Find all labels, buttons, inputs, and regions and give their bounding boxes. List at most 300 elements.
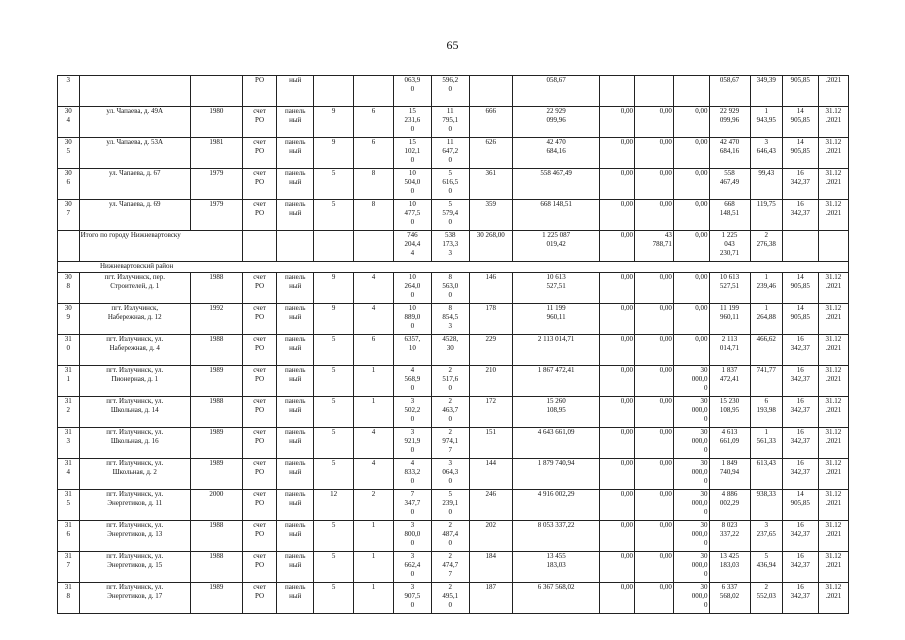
table-cell: 0,00 <box>634 138 673 169</box>
table-cell: 31 6 <box>58 521 80 552</box>
table-cell: 8 854,5 3 <box>431 304 469 335</box>
table-cell: 1989 <box>190 583 242 614</box>
table-cell: 12 <box>314 490 354 521</box>
table-cell: 2000 <box>190 490 242 521</box>
table-cell: 5 <box>314 366 354 397</box>
table-cell: 2 487,4 0 <box>431 521 469 552</box>
table-cell: 0,00 <box>600 459 635 490</box>
table-cell: 31.12 .2021 <box>818 366 848 397</box>
table-row <box>58 459 849 490</box>
table-cell: 5 <box>314 583 354 614</box>
table-cell: 0,00 <box>634 273 673 304</box>
table-cell: 16 342,37 <box>782 366 818 397</box>
table-cell: 1988 <box>190 521 242 552</box>
table-cell: 4 <box>354 459 394 490</box>
table-cell: 4 643 661,09 <box>512 428 600 459</box>
table-cell: 30 6 <box>58 169 80 200</box>
table-cell: 1 225 087 019,42 <box>512 231 600 262</box>
table-cell: 4 916 002,29 <box>512 490 600 521</box>
table-cell: счет РО <box>242 428 277 459</box>
table-cell: 1981 <box>190 138 242 169</box>
table-row <box>58 521 849 552</box>
table-cell: 31 5 <box>58 490 80 521</box>
table-cell: 1 264,88 <box>750 304 782 335</box>
table-cell: 2 974,1 7 <box>431 428 469 459</box>
table-cell: 3 064,3 0 <box>431 459 469 490</box>
table-cell: 178 <box>469 304 512 335</box>
table-cell: панель ный <box>277 521 314 552</box>
table-cell: 1989 <box>190 428 242 459</box>
table-row <box>58 76 849 107</box>
table-cell: 666 <box>469 107 512 138</box>
table-cell: 8 <box>354 169 394 200</box>
table-cell <box>58 231 80 262</box>
table-cell: 2 517,6 0 <box>431 366 469 397</box>
table-cell: 31 1 <box>58 366 80 397</box>
table-cell: 0,00 <box>634 428 673 459</box>
table-row <box>58 273 849 304</box>
table-cell: 14 905,85 <box>782 138 818 169</box>
table-cell: 30 268,00 <box>469 231 512 262</box>
table-cell: 359 <box>469 200 512 231</box>
table-cell: 5 <box>314 521 354 552</box>
table-cell: ул. Чапаева, д. 69 <box>79 200 190 231</box>
table-cell: 30 7 <box>58 200 80 231</box>
table-cell: 31.12 .2021 <box>818 200 848 231</box>
table-cell: 746 204,4 4 <box>394 231 432 262</box>
table-cell: панель ный <box>277 273 314 304</box>
table-cell: 1988 <box>190 273 242 304</box>
table-cell: 13 455 183,03 <box>512 552 600 583</box>
table-cell: счет РО <box>242 583 277 614</box>
table-cell: 2 463,7 0 <box>431 397 469 428</box>
table-cell: 30 000,0 0 <box>673 490 709 521</box>
table-cell: 42 470 684,16 <box>709 138 750 169</box>
table-cell <box>469 76 512 107</box>
table-cell: 6 193,98 <box>750 397 782 428</box>
table-cell: 3 800,0 0 <box>394 521 432 552</box>
table-cell: 1988 <box>190 335 242 366</box>
table-cell: ул. Чапаева, д. 67 <box>79 169 190 200</box>
table-cell: 31.12 .2021 <box>818 459 848 490</box>
table-cell: 2 552,03 <box>750 583 782 614</box>
table-cell: 172 <box>469 397 512 428</box>
table-cell: 0,00 <box>600 552 635 583</box>
table-cell: 5 <box>314 200 354 231</box>
table-cell: 0,00 <box>673 169 709 200</box>
table-cell: счет РО <box>242 107 277 138</box>
table-cell: 0,00 <box>634 397 673 428</box>
table-cell: 210 <box>469 366 512 397</box>
table-cell: 1 943,95 <box>750 107 782 138</box>
table-cell: 16 342,37 <box>782 397 818 428</box>
table-cell: 5 579,4 0 <box>431 200 469 231</box>
table-cell: 99,43 <box>750 169 782 200</box>
table-cell: 4 613 661,09 <box>709 428 750 459</box>
table-cell: панель ный <box>277 397 314 428</box>
table-cell: 5 <box>314 552 354 583</box>
table-cell: РО <box>242 76 277 107</box>
table-cell: 16 342,37 <box>782 583 818 614</box>
table-cell: 4 833,2 0 <box>394 459 432 490</box>
table-row <box>58 583 849 614</box>
table-cell: 668 148,51 <box>709 200 750 231</box>
table-cell: 0,00 <box>634 366 673 397</box>
table-cell: 0,00 <box>600 200 635 231</box>
table-cell: 30 000,0 0 <box>673 459 709 490</box>
table-cell: 30 000,0 0 <box>673 397 709 428</box>
table-cell: 30 000,0 0 <box>673 583 709 614</box>
table-cell: 187 <box>469 583 512 614</box>
table-cell: 11 647,2 0 <box>431 138 469 169</box>
table-cell <box>354 76 394 107</box>
table-cell: счет РО <box>242 169 277 200</box>
table-cell: 31.12 .2021 <box>818 138 848 169</box>
table-cell: ул. Чапаева, д. 49А <box>79 107 190 138</box>
table-cell: 0,00 <box>600 107 635 138</box>
table-cell: 0,00 <box>673 200 709 231</box>
table-cell: 3 <box>58 76 80 107</box>
table-cell: 10 889,0 0 <box>394 304 432 335</box>
table-cell: 43 788,71 <box>634 231 673 262</box>
table-cell: 7 347,7 0 <box>394 490 432 521</box>
table-cell: 30 8 <box>58 273 80 304</box>
table-cell: 11 199 960,11 <box>512 304 600 335</box>
table-cell: 3 646,43 <box>750 138 782 169</box>
table-cell: 30 000,0 0 <box>673 552 709 583</box>
table-cell: 10 504,0 0 <box>394 169 432 200</box>
table-cell: 16 342,37 <box>782 552 818 583</box>
table-cell: 8 563,0 0 <box>431 273 469 304</box>
table-cell: 6 367 568,02 <box>512 583 600 614</box>
table-cell: 8 053 337,22 <box>512 521 600 552</box>
table-cell: пгт. Излучинск, ул. Пионерная, д. 1 <box>79 366 190 397</box>
table-cell: 16 342,37 <box>782 200 818 231</box>
table-row <box>58 138 849 169</box>
table-cell: пгт. Излучинск, пер. Строителей, д. 1 <box>79 273 190 304</box>
table-cell: 626 <box>469 138 512 169</box>
table-row <box>58 490 849 521</box>
table-cell: 2 495,1 0 <box>431 583 469 614</box>
table-cell: 151 <box>469 428 512 459</box>
table-cell <box>634 76 673 107</box>
table-cell: 9 <box>314 273 354 304</box>
table-cell: 246 <box>469 490 512 521</box>
table-cell: 2 276,38 <box>750 231 782 262</box>
table-cell: 3 907,5 0 <box>394 583 432 614</box>
table-cell: 938,33 <box>750 490 782 521</box>
table-cell: панель ный <box>277 169 314 200</box>
table-cell: счет РО <box>242 459 277 490</box>
table-cell: 0,00 <box>673 304 709 335</box>
table-cell: 1989 <box>190 459 242 490</box>
total-row <box>58 231 849 262</box>
table-cell: 1988 <box>190 397 242 428</box>
table-cell: 741,77 <box>750 366 782 397</box>
table-cell: 31.12 .2021 <box>818 335 848 366</box>
table-cell <box>354 231 394 262</box>
table-cell: 30 000,0 0 <box>673 366 709 397</box>
table-cell: 3 921,9 0 <box>394 428 432 459</box>
table-cell: ный <box>277 76 314 107</box>
table-cell: 5 <box>314 397 354 428</box>
table-cell: 14 905,85 <box>782 107 818 138</box>
table-cell: 063,9 0 <box>394 76 432 107</box>
table-cell: 1 837 472,41 <box>709 366 750 397</box>
table-cell: 0,00 <box>600 273 635 304</box>
section-title: Нижневартовский район <box>58 262 849 273</box>
table-cell: 229 <box>469 335 512 366</box>
table-cell: 14 905,85 <box>782 273 818 304</box>
table-cell: 10 613 527,51 <box>709 273 750 304</box>
table-cell: 558 467,49 <box>512 169 600 200</box>
table-cell <box>314 231 354 262</box>
table-cell: счет РО <box>242 490 277 521</box>
table-cell: 15 230 108,95 <box>709 397 750 428</box>
table-cell: панель ный <box>277 490 314 521</box>
table-cell: 30 4 <box>58 107 80 138</box>
table-cell: счет РО <box>242 397 277 428</box>
table-cell: 15 102,1 0 <box>394 138 432 169</box>
table-cell: 16 342,37 <box>782 459 818 490</box>
table-cell: панель ный <box>277 335 314 366</box>
table-cell: 0,00 <box>600 583 635 614</box>
table-row <box>58 107 849 138</box>
table-cell: пгт. Излучинск, ул. Школьная, д. 14 <box>79 397 190 428</box>
table-cell: 4528, 30 <box>431 335 469 366</box>
table-cell: 16 342,37 <box>782 428 818 459</box>
table-cell: 905,85 <box>782 76 818 107</box>
table-cell: 6 <box>354 107 394 138</box>
table-cell: панель ный <box>277 107 314 138</box>
table-cell: 0,00 <box>600 397 635 428</box>
table-cell: .2021 <box>818 76 848 107</box>
table-cell: 0,00 <box>600 138 635 169</box>
section-row <box>58 262 849 273</box>
table-cell: 5 <box>314 428 354 459</box>
table-cell: 9 <box>314 304 354 335</box>
table-cell: 466,62 <box>750 335 782 366</box>
table-cell: счет РО <box>242 552 277 583</box>
table-cell: пгт. Излучинск, ул. Энергетиков, д. 11 <box>79 490 190 521</box>
table-cell: 31.12 .2021 <box>818 397 848 428</box>
table-cell: 4 568,9 0 <box>394 366 432 397</box>
table-cell: 10 264,0 0 <box>394 273 432 304</box>
table-cell: пгт. Излучинск, ул. Школьная, д. 16 <box>79 428 190 459</box>
table-cell: 22 929 099,96 <box>709 107 750 138</box>
table-row <box>58 397 849 428</box>
table-cell: счет РО <box>242 200 277 231</box>
table-cell: 16 342,37 <box>782 335 818 366</box>
table-cell: 22 929 099,96 <box>512 107 600 138</box>
table-cell: 0,00 <box>634 304 673 335</box>
table-cell: 0,00 <box>600 366 635 397</box>
table-cell: 31 4 <box>58 459 80 490</box>
table-cell: 5 436,94 <box>750 552 782 583</box>
table-cell: 4 <box>354 428 394 459</box>
table-cell <box>242 231 277 262</box>
table-cell: 184 <box>469 552 512 583</box>
table-cell: 42 470 684,16 <box>512 138 600 169</box>
table-cell <box>277 231 314 262</box>
table-row <box>58 304 849 335</box>
table-cell: 0,00 <box>673 335 709 366</box>
table-cell: 2 113 014,71 <box>709 335 750 366</box>
table-cell: 058,67 <box>709 76 750 107</box>
table-cell: 14 905,85 <box>782 304 818 335</box>
table-cell: счет РО <box>242 273 277 304</box>
table-cell: 31.12 .2021 <box>818 521 848 552</box>
table-cell: 1 <box>354 366 394 397</box>
table-cell: счет РО <box>242 335 277 366</box>
table-cell: 0,00 <box>634 169 673 200</box>
table-cell: 0,00 <box>673 273 709 304</box>
table-cell: 0,00 <box>600 231 635 262</box>
table-cell: 4 886 002,29 <box>709 490 750 521</box>
table-cell: 4 <box>354 273 394 304</box>
table-cell: 31 3 <box>58 428 80 459</box>
table-cell: 6357, 10 <box>394 335 432 366</box>
table-cell: 0,00 <box>634 552 673 583</box>
table-cell: 1 867 472,41 <box>512 366 600 397</box>
table-cell: 1988 <box>190 552 242 583</box>
table-cell: 0,00 <box>673 138 709 169</box>
table-cell: 31 7 <box>58 552 80 583</box>
table-cell: панель ный <box>277 138 314 169</box>
table-cell: панель ный <box>277 304 314 335</box>
table-cell: панель ный <box>277 583 314 614</box>
table-cell: 31 2 <box>58 397 80 428</box>
table-cell: 558 467,49 <box>709 169 750 200</box>
table-cell: 1 <box>354 552 394 583</box>
table-cell: 31.12 .2021 <box>818 107 848 138</box>
table-cell: 3 237,65 <box>750 521 782 552</box>
housing-register-table <box>57 75 849 614</box>
table-cell: 0,00 <box>600 169 635 200</box>
table-cell <box>79 76 190 107</box>
table-cell: пгт. Излучинск, ул. Энергетиков, д. 17 <box>79 583 190 614</box>
table-cell: 0,00 <box>600 521 635 552</box>
table-cell: 3 502,2 0 <box>394 397 432 428</box>
table-cell: 31.12 .2021 <box>818 169 848 200</box>
table-cell: 1 879 740,94 <box>512 459 600 490</box>
table-cell: 058,67 <box>512 76 600 107</box>
table-cell: 5 <box>314 169 354 200</box>
table-row <box>58 169 849 200</box>
table-cell: 16 342,37 <box>782 169 818 200</box>
table-cell: 2 474,7 7 <box>431 552 469 583</box>
table-cell: 202 <box>469 521 512 552</box>
table-cell: 5 <box>314 459 354 490</box>
table-cell: 30 000,0 0 <box>673 428 709 459</box>
table-cell: 31.12 .2021 <box>818 273 848 304</box>
table-cell: 613,43 <box>750 459 782 490</box>
table-body <box>58 76 849 614</box>
table-cell: 13 425 183,03 <box>709 552 750 583</box>
table-cell: панель ный <box>277 459 314 490</box>
table-cell: 30 5 <box>58 138 80 169</box>
table-cell: 119,75 <box>750 200 782 231</box>
table-cell <box>673 76 709 107</box>
table-cell: пгт. Излучинск, ул. Набережная, д. 4 <box>79 335 190 366</box>
table-cell: 30 000,0 0 <box>673 521 709 552</box>
table-cell: 144 <box>469 459 512 490</box>
table-cell: пгт. Излучинск, ул. Школьная, д. 2 <box>79 459 190 490</box>
table-cell: 0,00 <box>673 231 709 262</box>
table-cell: 15 260 108,95 <box>512 397 600 428</box>
table-cell: 668 148,51 <box>512 200 600 231</box>
table-cell: 0,00 <box>600 335 635 366</box>
table-cell: 1989 <box>190 366 242 397</box>
table-cell <box>314 76 354 107</box>
table-cell: 8 023 337,22 <box>709 521 750 552</box>
table-cell: 0,00 <box>634 107 673 138</box>
table-cell: пгт. Излучинск, Набережная, д. 12 <box>79 304 190 335</box>
table-cell: 31 0 <box>58 335 80 366</box>
table-cell: 1979 <box>190 169 242 200</box>
table-cell: 6 337 568,02 <box>709 583 750 614</box>
table-cell: 2 113 014,71 <box>512 335 600 366</box>
table-cell: 5 <box>314 335 354 366</box>
table-cell <box>818 231 848 262</box>
table-cell: панель ный <box>277 552 314 583</box>
table-cell: 0,00 <box>673 107 709 138</box>
table-cell: 9 <box>314 138 354 169</box>
table-cell: 0,00 <box>634 583 673 614</box>
table-cell: панель ный <box>277 366 314 397</box>
table-cell: 146 <box>469 273 512 304</box>
page-number: 65 <box>446 38 459 52</box>
table-cell: 8 <box>354 200 394 231</box>
table-cell: пгт. Излучинск, ул. Энергетиков, д. 13 <box>79 521 190 552</box>
table-row <box>58 335 849 366</box>
table-cell: 11 795,1 0 <box>431 107 469 138</box>
table-cell: 31.12 .2021 <box>818 428 848 459</box>
table-cell: 1 <box>354 397 394 428</box>
table-cell: счет РО <box>242 138 277 169</box>
table-cell: 361 <box>469 169 512 200</box>
table-cell: пгт. Излучинск, ул. Энергетиков, д. 15 <box>79 552 190 583</box>
table-cell: 1980 <box>190 107 242 138</box>
table-cell <box>190 76 242 107</box>
table-row <box>58 428 849 459</box>
table-cell: 3 662,4 0 <box>394 552 432 583</box>
total-label: Итого по городу Нижневартовску <box>79 231 242 262</box>
table-cell: 0,00 <box>600 428 635 459</box>
table-cell: 14 905,85 <box>782 490 818 521</box>
table-cell: 30 9 <box>58 304 80 335</box>
table-cell: 538 173,3 3 <box>431 231 469 262</box>
table-row <box>58 366 849 397</box>
table-cell: 1 561,33 <box>750 428 782 459</box>
table-cell: 0,00 <box>634 200 673 231</box>
table-cell: 16 342,37 <box>782 521 818 552</box>
table-cell: 31.12 .2021 <box>818 304 848 335</box>
table-cell: счет РО <box>242 521 277 552</box>
table-cell: 1979 <box>190 200 242 231</box>
table-cell: 0,00 <box>634 521 673 552</box>
table-cell: 4 <box>354 304 394 335</box>
table-cell: панель ный <box>277 200 314 231</box>
table-cell: 31.12 .2021 <box>818 552 848 583</box>
table-cell: 6 <box>354 138 394 169</box>
table-cell: 31.12 .2021 <box>818 583 848 614</box>
table-cell: 1 <box>354 583 394 614</box>
table-cell: счет РО <box>242 304 277 335</box>
table-cell: 10 477,5 0 <box>394 200 432 231</box>
table-cell: 1 239,46 <box>750 273 782 304</box>
table-cell: 31.12 .2021 <box>818 490 848 521</box>
